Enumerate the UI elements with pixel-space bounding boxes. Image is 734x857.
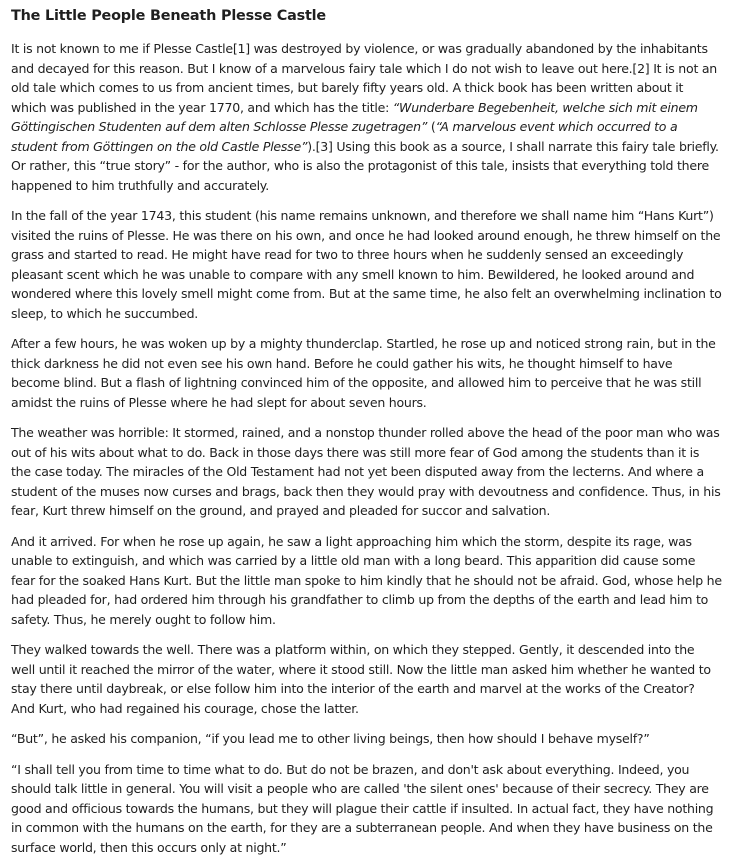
article-title: The Little People Beneath Plesse Castle: [11, 6, 722, 26]
paragraph-5: And it arrived. For when he rose up again, he saw a light approaching him which the storm, despite its rage, was unable to extinguish, and which was carried by a little old man with a long beard. This apparition did cause some fear for the soaked Hans Kurt. But the little man spoke to him kindly that he should not be afraid. God, whose help he had pleaded for, had ordered him through his grandfather to climb up from the depths of the earth and lead him to safety. Thus, he merely ought to follow him.: [11, 532, 722, 630]
book-title-english: “A marvelous event which occurred to a student from Göttingen on the old Castle Plesse”: [11, 119, 677, 154]
paragraph-1-text-a: It is not known to me if Plesse Castle: [11, 41, 233, 56]
paragraph-2: In the fall of the year 1743, this student (his name remains unknown, and therefore we shall name him “Hans Kurt”) visited the ruins of Plesse. He was there on his own, and once he had looked around enough, he threw himself on the grass and started to read. He might have read for two to three hours when he suddenly sensed an exceedingly pleasant scent which he was unable to compare with any smell known to him. Bewildered, he looked around and wondered where this lovely smell might come from. But at the same time, he also felt an overwhelming inclination to sleep, to which he succumbed.: [11, 206, 722, 323]
paragraph-3: After a few hours, he was woken up by a mighty thunderclap. Startled, he rose up and noticed strong rain, but in the thick darkness he did not even see his own hand. Before he could gather his wits, he thought himself to have become blind. But a flash of lightning convinced him of the opposite, and allowed him to perceive that he was still amidst the ruins of Plesse where he had slept for about seven hours.: [11, 334, 722, 412]
paragraph-1-text-f: Using this book as a source, I shall narrate this fairy tale briefly. Or rather, this “true story” - for the author, who is also the protagonist of this tale, insists that everything told there happened to him truthfully and accurately.: [11, 139, 719, 193]
paragraph-4: The weather was horrible: It stormed, rained, and a nonstop thunder rolled above the head of the poor man who was out of his wits about what to do. Back in those days there was still more fear of God among the students than it is the case today. The miracles of the Old Testament had not yet been disputed away from the lecterns. And where a student of the muses now curses and brags, back then they would pray with devoutness and confidence. Thus, in his fear, Kurt threw himself on the ground, and prayed and pleaded for succor and salvation.: [11, 423, 722, 521]
paragraph-7: “But”, he asked his companion, “if you lead me to other living beings, then how should I behave myself?”: [11, 729, 722, 749]
book-title-german: “Wunderbare Begebenheit, welche sich mit einem Göttingischen Studenten auf dem alten Schlosse Plesse zugetragen”: [11, 100, 698, 135]
footnote-link-2[interactable]: [2]: [632, 61, 649, 76]
footnote-link-1[interactable]: [1]: [233, 41, 250, 56]
paragraph-8: “I shall tell you from time to time what to do. But do not be brazen, and don't ask about everything. Indeed, you should talk little in general. You will visit a people who are called 'the silent ones' because of their secrecy. They are good and officious towards the humans, but they will plague their cattle if insulted. In actual fact, they have nothing in common with the humans on the earth, for they are a subterranean people. And when they have business on the surface world, then this occurs only at night.”: [11, 760, 722, 857]
paragraph-6: They walked towards the well. There was a platform within, on which they stepped. Gently, it descended into the well until it reached the mirror of the water, where it stood still. Now the little man asked him whether he wanted to stay there until daybreak, or else follow him into the interior of the earth and marvel at the works of the Creator? And Kurt, who had regained his courage, chose the latter.: [11, 640, 722, 718]
paragraph-1: [11, 39, 722, 195]
paragraph-1-text-d: (: [427, 119, 435, 134]
paragraph-1-text-c: It is not an old tale which comes to us from ancient times, but barely fifty years old. A thick book has been written about it which was published in the year 1770, and which has the title:: [11, 61, 717, 115]
paragraph-1-text-b: was destroyed by violence, or was gradually abandoned by the inhabitants and decayed for this reason. But I know of a marvelous fairy tale which I do not wish to leave out here.: [11, 41, 708, 76]
paragraph-1-text-e: ).: [307, 139, 315, 154]
footnote-link-3[interactable]: [3]: [316, 139, 333, 154]
